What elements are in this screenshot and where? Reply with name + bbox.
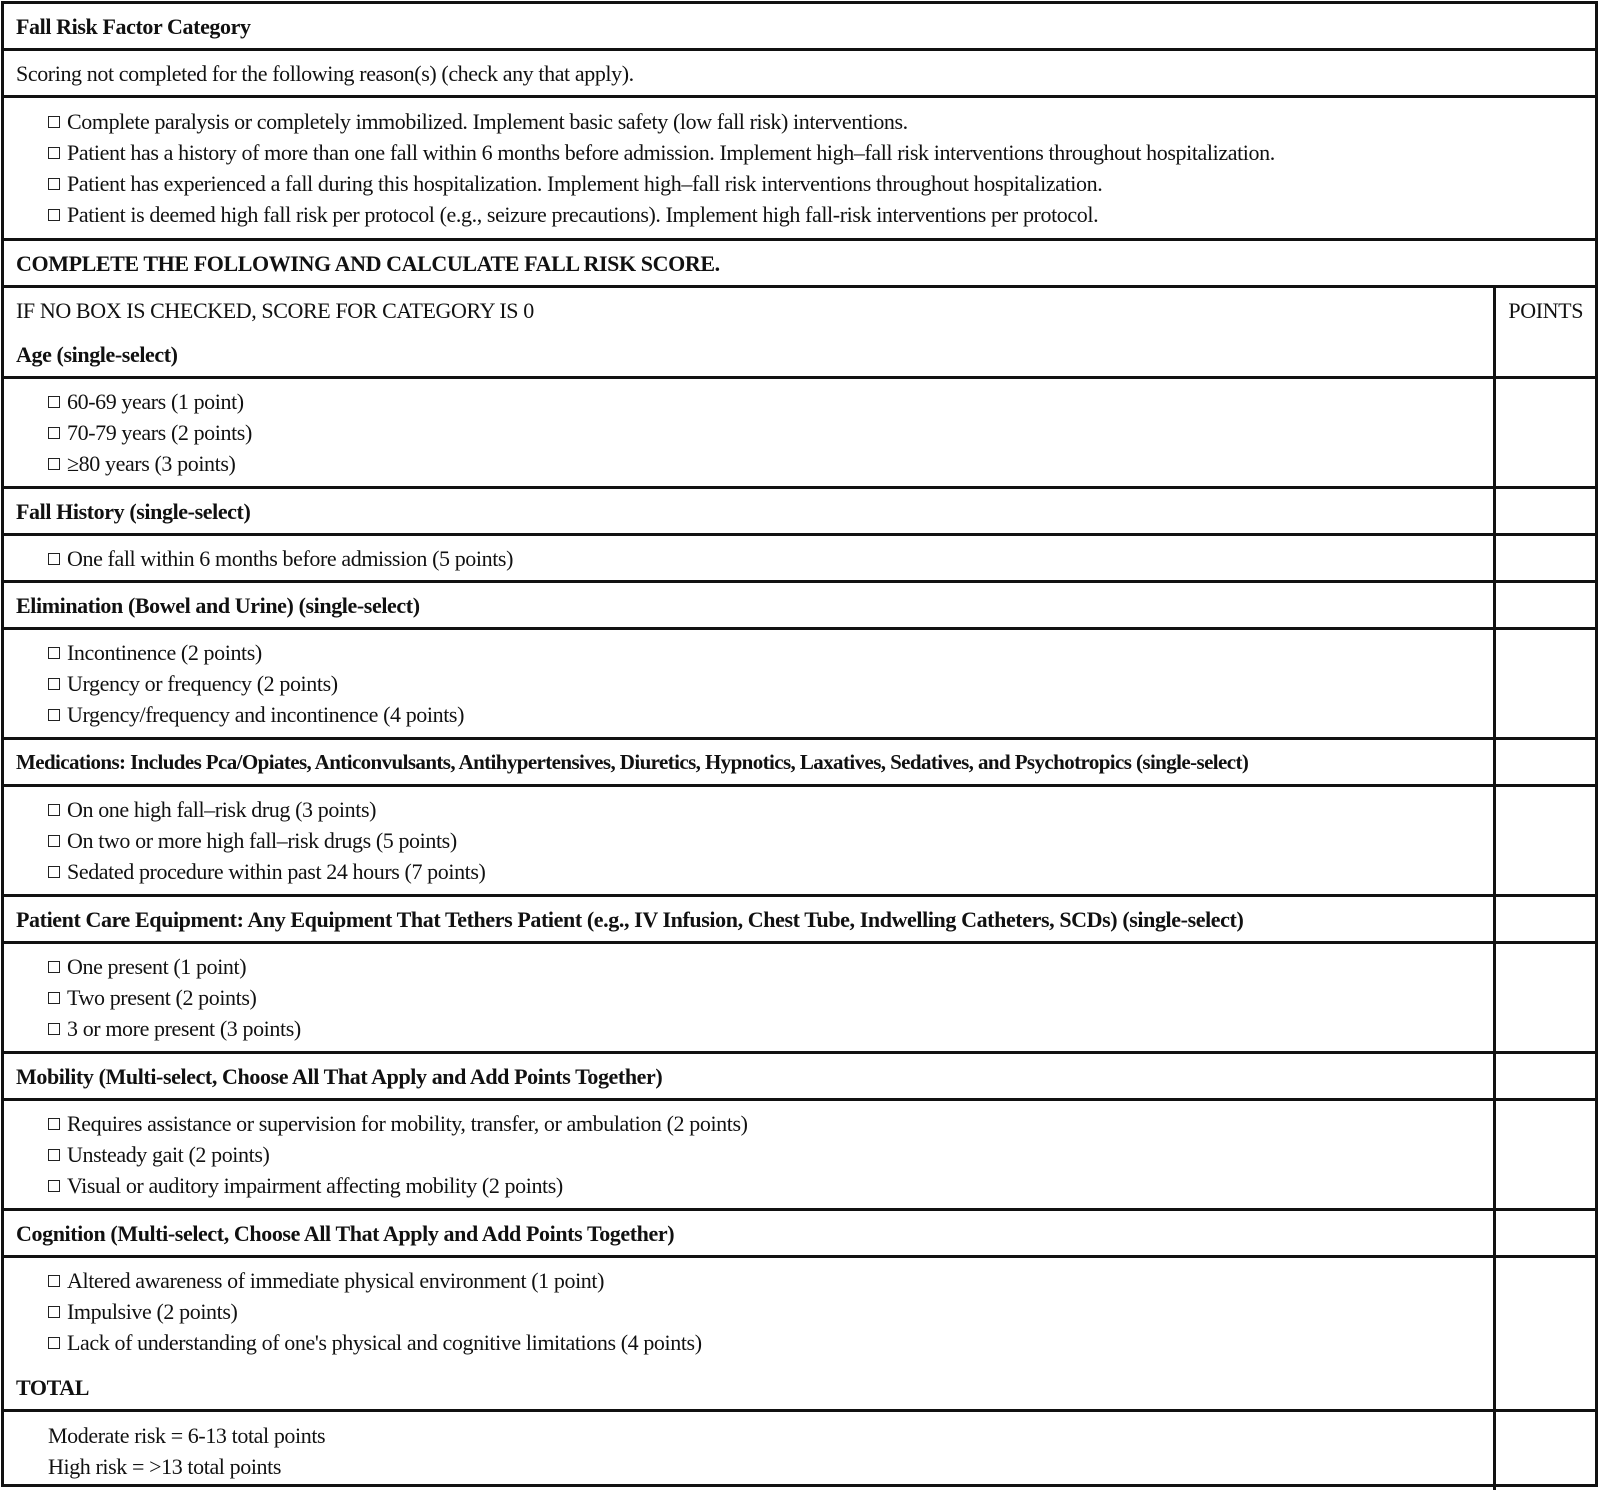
category-options [4, 786, 1495, 896]
category-options [4, 378, 1495, 488]
fall-risk-form [1, 1, 1598, 1487]
category-title: Fall History (single-select) [4, 488, 1495, 535]
option-label: Unsteady gait (2 points) [67, 1142, 269, 1167]
option-label: Lack of understanding of one's physical and cognitive limitations (4 points) [67, 1330, 702, 1355]
checkbox-icon[interactable] [48, 647, 60, 659]
checkbox-option[interactable] [48, 386, 1481, 417]
checkbox-option[interactable] [48, 106, 1583, 137]
category-options-row [4, 943, 1595, 1053]
category-points-cell[interactable] [1495, 739, 1595, 786]
category-options-row [4, 535, 1595, 582]
checkbox-icon[interactable] [48, 458, 60, 470]
option-label: Incontinence (2 points) [67, 640, 262, 665]
checkbox-option[interactable] [48, 637, 1481, 668]
option-label: Sedated procedure within past 24 hours (7 points) [67, 859, 485, 884]
checkbox-icon[interactable] [48, 961, 60, 973]
checkbox-option[interactable] [48, 699, 1481, 730]
option-label: Impulsive (2 points) [67, 1299, 237, 1324]
category-header-row [4, 739, 1595, 786]
risk-legend-moderate: Moderate risk = 6-13 total points [48, 1420, 1481, 1451]
category-title: Mobility (Multi-select, Choose All That Apply and Add Points Together) [4, 1053, 1495, 1100]
not-completed-row [4, 50, 1595, 97]
category-options-row [4, 1257, 1595, 1366]
checkbox-option[interactable] [48, 137, 1583, 168]
options-points-cell [1495, 1100, 1595, 1210]
category-options-row [4, 629, 1595, 739]
category-points-cell[interactable] [1495, 1053, 1595, 1100]
checkbox-icon[interactable] [48, 1118, 60, 1130]
option-label: Patient is deemed high fall risk per protocol (e.g., seizure precautions). Implement high fall-risk interventions per protocol. [67, 202, 1098, 227]
category-header-row [4, 1053, 1595, 1100]
option-label: 70-79 years (2 points) [67, 420, 252, 445]
points-header: POINTS [1495, 287, 1595, 333]
checkbox-option[interactable] [48, 668, 1481, 699]
option-label: Urgency/frequency and incontinence (4 points) [67, 702, 464, 727]
options-points-cell [1495, 378, 1595, 488]
checkbox-icon[interactable] [48, 147, 60, 159]
checkbox-icon[interactable] [48, 804, 60, 816]
category-options-row [4, 786, 1595, 896]
category-header-row [4, 896, 1595, 943]
category-title: Patient Care Equipment: Any Equipment That Tethers Patient (e.g., IV Infusion, Chest Tube, Indwelling Catheters, SCDs) (single-select) [4, 896, 1495, 943]
category-header-row [4, 332, 1595, 378]
category-header-row [4, 488, 1595, 535]
not-completed-label: Scoring not completed for the following reason(s) (check any that apply). [4, 50, 1595, 97]
checkbox-icon[interactable] [48, 1180, 60, 1192]
options-points-cell [1495, 1257, 1595, 1366]
options-points-cell [1495, 943, 1595, 1053]
scoring-note: IF NO BOX IS CHECKED, SCORE FOR CATEGORY IS 0 [4, 287, 1495, 333]
checkbox-option[interactable] [48, 1296, 1481, 1327]
checkbox-icon[interactable] [48, 209, 60, 221]
option-label: ≥80 years (3 points) [67, 451, 235, 476]
checkbox-icon[interactable] [48, 992, 60, 1004]
checkbox-icon[interactable] [48, 553, 60, 565]
options-points-cell [1495, 629, 1595, 739]
category-options-row [4, 1100, 1595, 1210]
total-label: TOTAL [4, 1365, 1495, 1411]
checkbox-option[interactable] [48, 417, 1481, 448]
option-label: 3 or more present (3 points) [67, 1016, 301, 1041]
checkbox-icon[interactable] [48, 178, 60, 190]
checkbox-icon[interactable] [48, 1275, 60, 1287]
option-label: Patient has experienced a fall during this hospitalization. Implement high–fall risk interventions throughout hospitalization. [67, 171, 1102, 196]
category-options [4, 535, 1495, 582]
checkbox-option[interactable] [48, 1108, 1481, 1139]
category-options [4, 1100, 1495, 1210]
option-label: Visual or auditory impairment affecting mobility (2 points) [67, 1173, 563, 1198]
option-label: Urgency or frequency (2 points) [67, 671, 338, 696]
option-label: Requires assistance or supervision for mobility, transfer, or ambulation (2 points) [67, 1111, 748, 1136]
category-points-cell[interactable] [1495, 1210, 1595, 1257]
instruction: COMPLETE THE FOLLOWING AND CALCULATE FALL RISK SCORE. [4, 240, 1595, 287]
option-label: On one high fall–risk drug (3 points) [67, 797, 376, 822]
not-completed-options [4, 97, 1595, 240]
checkbox-option[interactable] [48, 794, 1481, 825]
checkbox-option[interactable] [48, 951, 1481, 982]
category-options-row [4, 378, 1595, 488]
category-points-cell[interactable] [1495, 488, 1595, 535]
category-title: Age (single-select) [4, 332, 1495, 378]
checkbox-option[interactable] [48, 168, 1583, 199]
checkbox-icon[interactable] [48, 1337, 60, 1349]
category-points-cell[interactable] [1495, 582, 1595, 629]
checkbox-icon[interactable] [48, 709, 60, 721]
option-label: One fall within 6 months before admission (5 points) [67, 546, 513, 571]
checkbox-icon[interactable] [48, 116, 60, 128]
option-label: On two or more high fall–risk drugs (5 points) [67, 828, 457, 853]
checkbox-option[interactable] [48, 982, 1481, 1013]
checkbox-option[interactable] [48, 1327, 1481, 1358]
category-title: Cognition (Multi-select, Choose All That Apply and Add Points Together) [4, 1210, 1495, 1257]
checkbox-option[interactable] [48, 1265, 1481, 1296]
option-label: 60-69 years (1 point) [67, 389, 244, 414]
checkbox-icon[interactable] [48, 1306, 60, 1318]
total-points-cell[interactable] [1495, 1365, 1595, 1411]
risk-legend-high: High risk = >13 total points [48, 1451, 1481, 1482]
instruction-row [4, 240, 1595, 287]
category-header-row [4, 582, 1595, 629]
category-title: Elimination (Bowel and Urine) (single-select) [4, 582, 1495, 629]
checkbox-icon[interactable] [48, 396, 60, 408]
checkbox-icon[interactable] [48, 866, 60, 878]
options-points-cell [1495, 786, 1595, 896]
risk-legend [4, 1411, 1495, 1490]
scoring-header-row [4, 287, 1595, 333]
legend-points-cell [1495, 1411, 1595, 1490]
category-points-cell[interactable] [1495, 896, 1595, 943]
category-points-cell[interactable] [1495, 332, 1595, 378]
checkbox-option[interactable] [48, 199, 1583, 230]
option-label: Two present (2 points) [67, 985, 256, 1010]
category-header-row [4, 1210, 1595, 1257]
not-completed-options-row [4, 97, 1595, 240]
checkbox-option[interactable] [48, 1139, 1481, 1170]
category-title: Medications: Includes Pca/Opiates, Anticonvulsants, Antihypertensives, Diuretics, Hypnotics, Laxatives, Sedatives, and Psychotropics (single-select) [4, 739, 1495, 786]
total-row [4, 1365, 1595, 1411]
checkbox-icon[interactable] [48, 427, 60, 439]
checkbox-icon[interactable] [48, 678, 60, 690]
checkbox-option[interactable] [48, 825, 1481, 856]
checkbox-icon[interactable] [48, 1149, 60, 1161]
checkbox-option[interactable] [48, 543, 1481, 574]
checkbox-icon[interactable] [48, 1023, 60, 1035]
options-points-cell [1495, 535, 1595, 582]
title-row [4, 4, 1595, 50]
category-options [4, 629, 1495, 739]
checkbox-option[interactable] [48, 1013, 1481, 1044]
checkbox-option[interactable] [48, 856, 1481, 887]
checkbox-icon[interactable] [48, 835, 60, 847]
option-label: One present (1 point) [67, 954, 246, 979]
option-label: Altered awareness of immediate physical environment (1 point) [67, 1268, 604, 1293]
category-options [4, 1257, 1495, 1366]
risk-legend-row [4, 1411, 1595, 1490]
category-options [4, 943, 1495, 1053]
option-label: Patient has a history of more than one fall within 6 months before admission. Implement high–fall risk interventions throughout hospitalization. [67, 140, 1275, 165]
checkbox-option[interactable] [48, 448, 1481, 479]
form-title: Fall Risk Factor Category [4, 4, 1595, 50]
checkbox-option[interactable] [48, 1170, 1481, 1201]
option-label: Complete paralysis or completely immobilized. Implement basic safety (low fall risk) interventions. [67, 109, 908, 134]
fall-risk-table [4, 4, 1595, 1490]
